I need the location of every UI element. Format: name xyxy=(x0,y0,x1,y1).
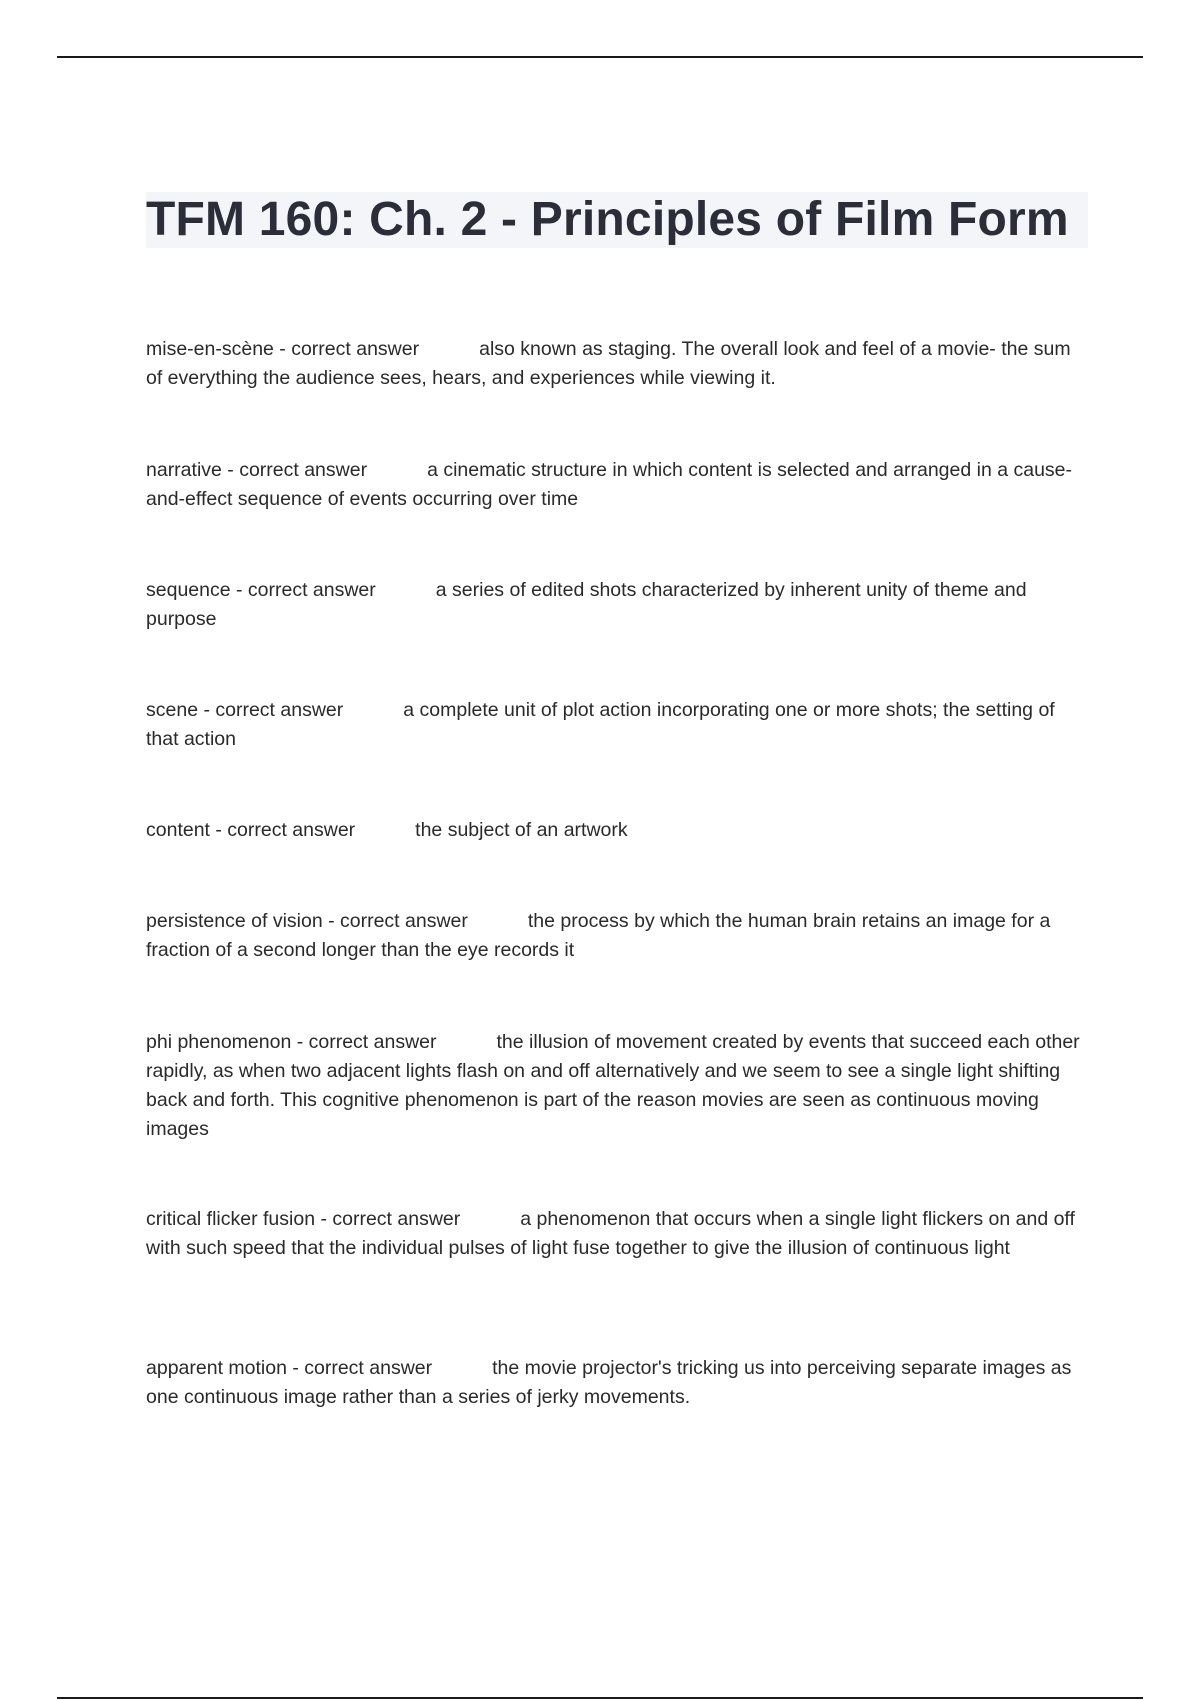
entry-term: apparent motion - correct answer xyxy=(146,1357,433,1379)
list-item xyxy=(146,907,1091,965)
list-item xyxy=(146,696,1091,754)
entry-term: mise-en-scène - correct answer xyxy=(146,338,420,360)
entry-definition: a phenomenon that occurs when a single light flickers on and off with such speed that the individual pulses of light fuse together to give the illusion of continuous light xyxy=(146,1208,1075,1259)
entry-definition: a series of edited shots characterized by inherent unity of theme and purpose xyxy=(146,579,1027,630)
entry-definition: a complete unit of plot action incorporating one or more shots; the setting of that action xyxy=(146,699,1055,750)
entry-definition: the movie projector's tricking us into perceiving separate images as one continuous image rather than a series of jerky movements. xyxy=(146,1357,1072,1408)
entry-term: persistence of vision - correct answer xyxy=(146,910,468,932)
entry-definition: also known as staging. The overall look and feel of a movie- the sum of everything the audience sees, hears, and experiences while viewing it. xyxy=(146,338,1071,389)
list-item xyxy=(146,816,628,845)
entry-term: sequence - correct answer xyxy=(146,579,376,601)
entry-term: scene - correct answer xyxy=(146,699,344,721)
list-item xyxy=(146,1205,1091,1263)
entry-definition: a cinematic structure in which content is selected and arranged in a cause-and-effect sequence of events occurring over time xyxy=(146,459,1073,510)
page-title: TFM 160: Ch. 2 - Principles of Film Form xyxy=(146,193,1069,246)
list-item xyxy=(146,1028,1091,1144)
entry-definition: the process by which the human brain retains an image for a fraction of a second longer than the eye records it xyxy=(146,910,1051,961)
list-item xyxy=(146,1354,1091,1412)
entry-definition: the illusion of movement created by events that succeed each other rapidly, as when two adjacent lights flash on and off alternatively and we seem to see a single light shifting back and forth. This cognitive phenomenon is part of the reason movies are seen as continuous moving images xyxy=(146,1031,1080,1140)
top-rule xyxy=(57,56,1143,58)
entry-term: content - correct answer xyxy=(146,819,356,841)
list-item xyxy=(146,456,1091,514)
entry-term: critical flicker fusion - correct answer xyxy=(146,1208,461,1230)
entry-term: narrative - correct answer xyxy=(146,459,368,481)
list-item xyxy=(146,576,1091,634)
bottom-rule xyxy=(57,1697,1143,1699)
entry-definition: the subject of an artwork xyxy=(415,819,628,841)
title-block xyxy=(146,192,1088,248)
list-item xyxy=(146,335,1091,393)
entry-term: phi phenomenon - correct answer xyxy=(146,1031,437,1053)
